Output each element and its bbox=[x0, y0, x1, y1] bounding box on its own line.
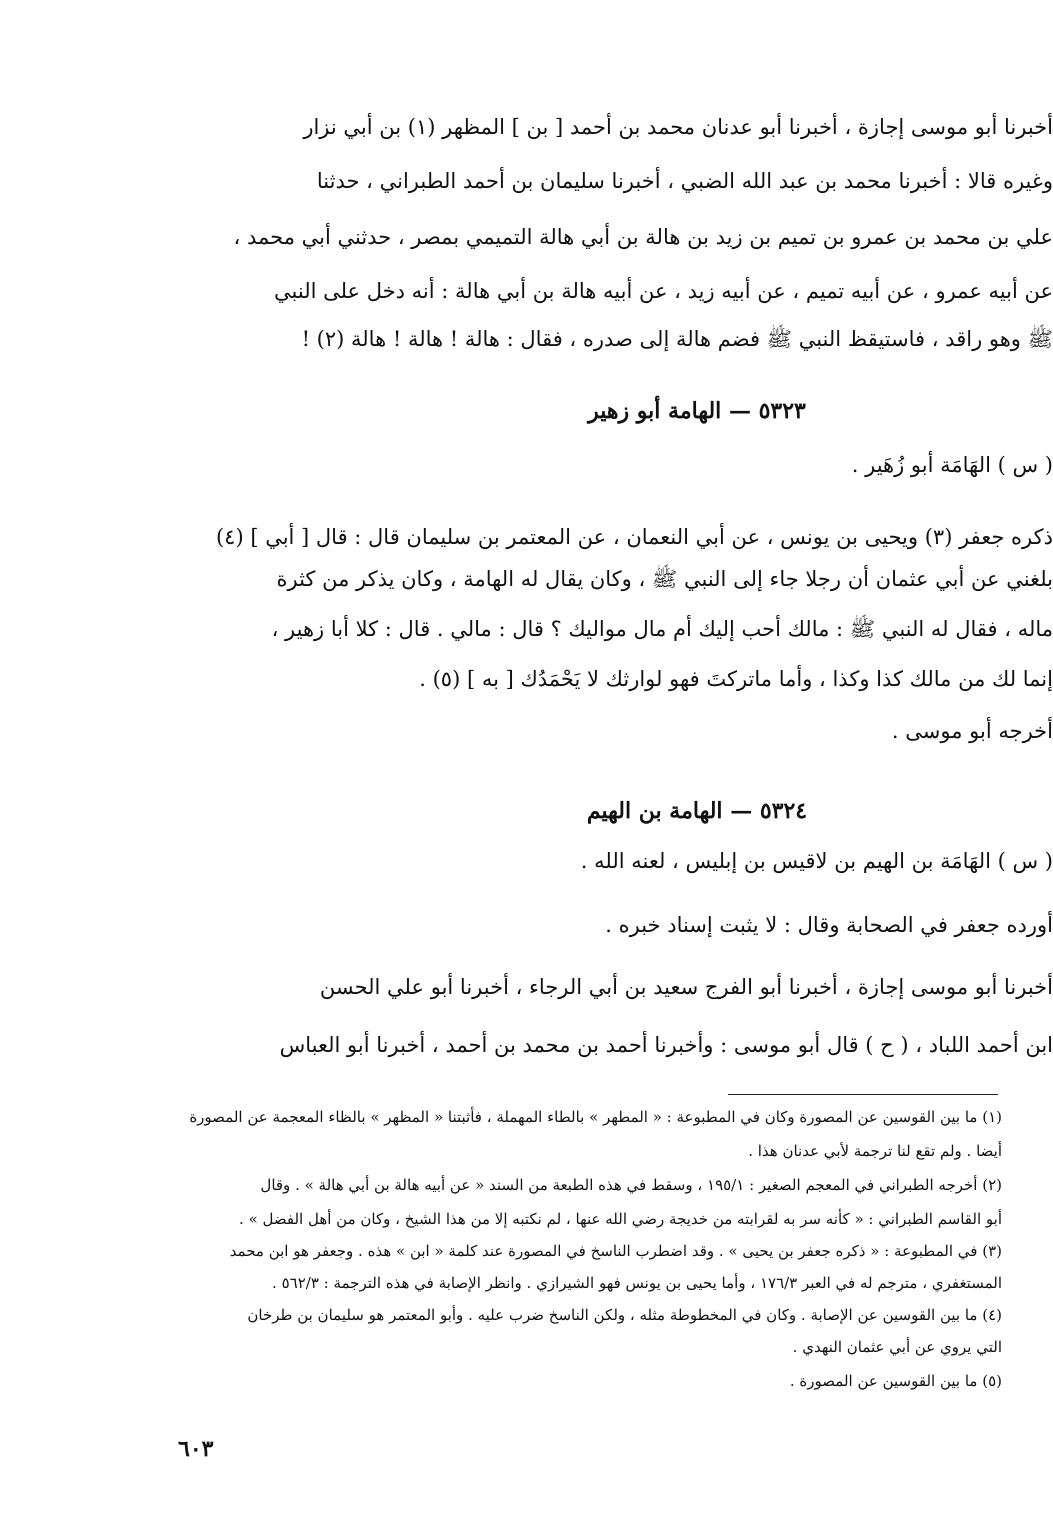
text-line: إنما لك من مالك كذا وكذا ، وأما ماتركتَ فهو لوارثك لا يَحْمَدُك [ به ] (٥) . bbox=[419, 667, 1053, 691]
footnote-line: التي يروي عن أبي عثمان النهدي . bbox=[792, 1338, 1002, 1356]
text-line: أخبرنا أبو موسى إجازة ، أخبرنا أبو عدنان محمد بن أحمد [ بن ] المظهر (١) بن أبي نزار bbox=[303, 115, 1053, 139]
text-line: ابن أحمد اللباد ، ( ح ) قال أبو موسى : وأخبرنا أحمد بن محمد بن أحمد ، أخبرنا أبو العباس bbox=[279, 1033, 1053, 1057]
footnote-divider bbox=[728, 1094, 998, 1095]
footnote-line: أيضا . ولم تقع لنا ترجمة لأبي عدنان هذا . bbox=[748, 1142, 1002, 1160]
text-line: ماله ، فقال له النبي ﷺ : مالك أحب إليك أم مال مواليك ؟ قال : مالي . قال : كلا أبا زهير ، bbox=[271, 617, 1053, 641]
footnote-line: أبو القاسم الطبراني : « كأنه سر به لقرابته من خديجة رضي الله عنها ، لم نكتبه إلا من هذا الشيخ ، وكان من أهل الفضل » . bbox=[239, 1210, 1002, 1228]
page-number: ٦٠٣ bbox=[178, 1436, 214, 1462]
footnote-line: (٢) أخرجه الطبراني في المعجم الصغير : ١٩٥/١ ، وسقط في هذه الطبعة من السند « عن أبيه هالة بن أبي هالة » . وقال bbox=[260, 1176, 1002, 1194]
footnote-line: (٥) ما بين القوسين عن المصورة . bbox=[789, 1372, 1002, 1390]
entry-heading-5323: ٥٣٢٣ — الهامة أبو زهير bbox=[588, 398, 806, 424]
text-line: ﷺ وهو راقد ، فاستيقظ النبي ﷺ فضم هالة إلى صدره ، فقال : هالة ! هالة ! هالة (٢) ! bbox=[301, 327, 1053, 351]
text-line: أخرجه أبو موسى . bbox=[891, 719, 1053, 743]
text-line: علي بن محمد بن عمرو بن تميم بن زيد بن هالة بن أبي هالة التميمي بمصر ، حدثني أبي محمد ، bbox=[233, 225, 1053, 249]
text-line: ذكره جعفر (٣) ويحيى بن يونس ، عن أبي النعمان ، عن المعتمر بن سليمان قال : قال [ أبي ] (٤) bbox=[215, 525, 1053, 549]
text-line: ( س ) الهَامَة أبو زُهَير . bbox=[851, 453, 1053, 477]
text-line: أخبرنا أبو موسى إجازة ، أخبرنا أبو الفرج سعيد بن أبي الرجاء ، أخبرنا أبو علي الحسن bbox=[319, 975, 1053, 999]
footnote-line: (١) ما بين القوسين عن المصورة وكان في المطبوعة : « المطهر » بالطاء المهملة ، فأثبتنا « المظهر » بالظاء المعجمة عن المصورة bbox=[189, 1108, 1002, 1126]
text-line: ( س ) الهَامَة بن الهيم بن لاقيس بن إبليس ، لعنه الله . bbox=[580, 849, 1053, 873]
footnote-line: (٤) ما بين القوسين عن الإصابة . وكان في المخطوطة مثله ، ولكن الناسخ ضرب عليه . وأبو المعتمر هو سليمان بن طرخان bbox=[247, 1306, 1002, 1324]
text-line: بلغني عن أبي عثمان أن رجلا جاء إلى النبي ﷺ ، وكان يقال له الهامة ، وكان يذكر من كثرة bbox=[276, 567, 1053, 591]
footnote-line: المستغفري ، مترجم له في العبر ١٧٦/٣ ، وأما يحيى بن يونس فهو الشيرازي . وانظر الإصابة في هذه الترجمة : ٥٦٢/٣ . bbox=[272, 1274, 1002, 1292]
text-line: عن أبيه عمرو ، عن أبيه تميم ، عن أبيه زيد ، عن أبيه هالة بن أبي هالة : أنه دخل على النبي bbox=[274, 279, 1053, 303]
entry-heading-5324: ٥٣٢٤ — الهامة بن الهيم bbox=[586, 798, 808, 824]
text-line: وغيره قالا : أخبرنا محمد بن عبد الله الضبي ، أخبرنا سليمان بن أحمد الطبراني ، حدثنا bbox=[316, 169, 1053, 193]
text-line: أورده جعفر في الصحابة وقال : لا يثبت إسناد خبره . bbox=[605, 913, 1053, 937]
footnote-line: (٣) في المطبوعة : « ذكره جعفر بن يحيى » . وقد اضطرب الناسخ في المصورة عند كلمة « ابن » هذه . وجعفر هو ابن محمد bbox=[229, 1242, 1002, 1260]
